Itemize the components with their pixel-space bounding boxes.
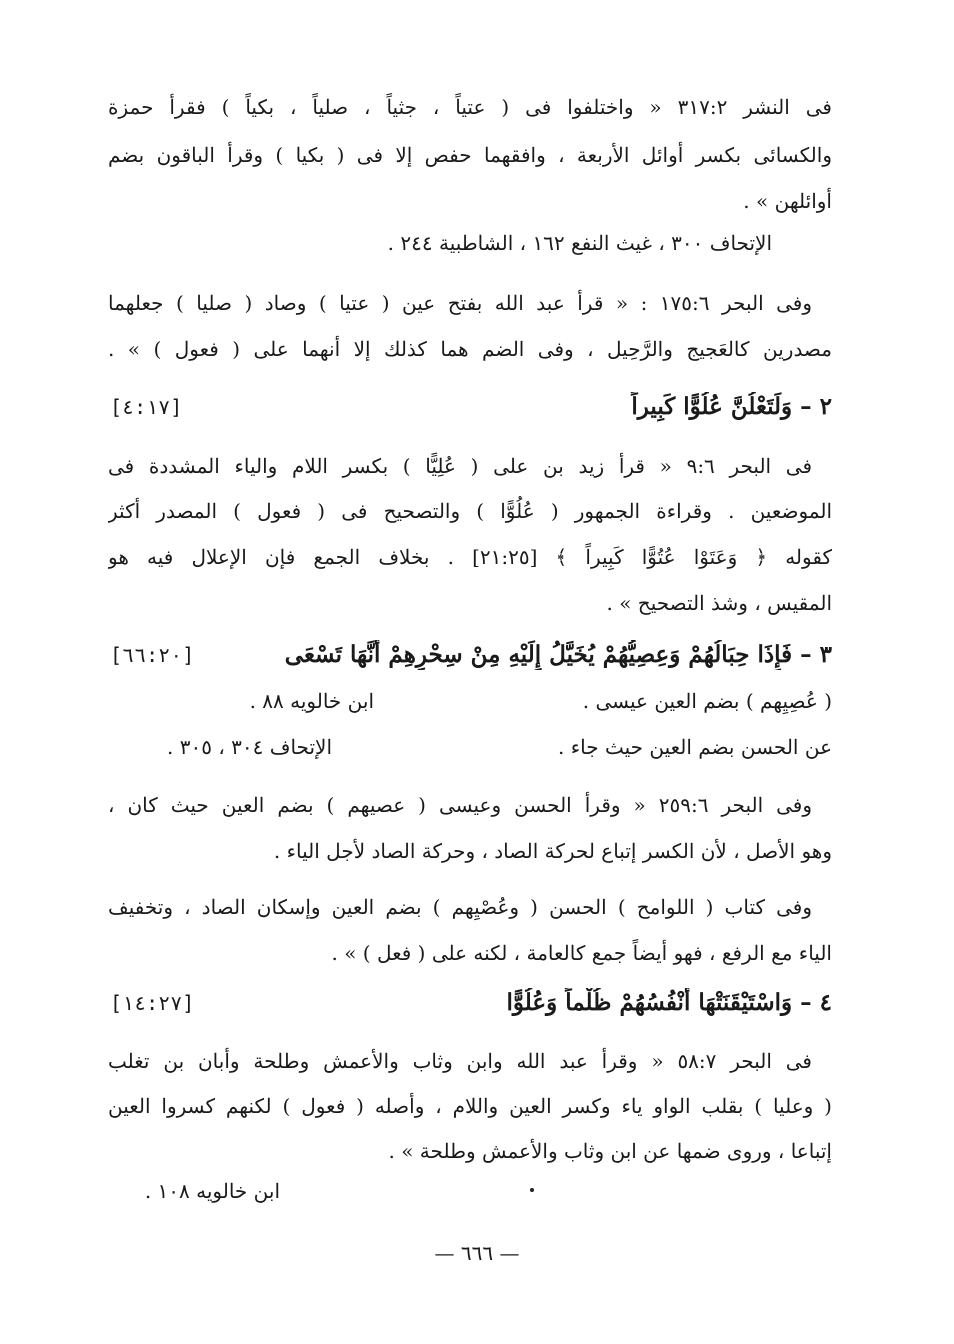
text-line: وفى كتاب ( اللوامح ) الحسن ( وعُصْيِهم ) بضم العين وإسكان الصاد ، وتخفيف [108,895,812,919]
footnote-right: ( عُصِيِهم ) بضم العين عيسى . [582,689,832,713]
text-line: إتباعا ، وروى ضمها عن ابن وثاب والأعمش وطلحة » . [388,1139,832,1163]
verse-reference: [٤:١٧] [110,395,183,419]
footnote-left: ابن خالويه ٨٨ . [249,689,374,713]
verse-line: ٤ – وَاسْتَيْقَنَتْهَا أَنْفُسُهُمْ ظُلْماً وَعُلُوًّا [506,989,832,1016]
text-line: أوائلهن » . [743,189,832,213]
footnote-right: عن الحسن بضم العين حيث جاء . [558,735,832,759]
text-line: مصدرين كالعَجيج والرَّحِيل ، وفى الضم هما كذلك إلا أنهما على ( فعول ) » . [108,337,832,361]
text-line: الموضعين . وقراءة الجمهور ( عُلُوًّا ) والتصحيح فى ( فعول ) المصدر أكثر [108,499,832,523]
text-line: الإتحاف ٣٠٠ ، غيث النفع ١٦٢ ، الشاطبية ٢٤٤ . [387,231,772,255]
text-line: الياء مع الرفع ، فهو أيضاً جمع كالعامة ، لكنه على ( فعل ) » . [331,941,832,965]
text-line: والكسائى بكسر أوائل الأربعة ، وافقهما حفص إلا فى ( بكيا ) وقرأ الباقون بضم [108,143,832,167]
text-line: فى النشر ٣١٧:٢ « واختلفوا فى ( عتياً ، جثياً ، صلياً ، بكياً ) فقرأ حمزة [108,95,832,119]
text-line: كقوله ﴿ وَعَتَوْا عُتُوًّا كَبِيراً ﴾ [٢١:٢٥] . بخلاف الجمع فإن الإعلال فيه هو [108,545,832,569]
verse-line: ٣ – فَإِذَا حِبَالُهُمْ وَعِصِيُّهُمْ يُخَيَّلُ إِلَيْهِ مِنْ سِحْرِهِمْ أَنَّهَا تَسْعَى [284,641,832,668]
verse-reference: [٦٦:٢٠] [110,643,195,667]
text-line: فى البحر ٩:٦ « قرأ زيد بن على ( عُلِيًّا ) بكسر اللام والياء المشددة فى [108,454,813,478]
text-line: وفى البحر ١٧٥:٦ : « قرأ عبد الله بفتح عين ( عتيا ) وصاد ( صليا ) جعلهما [108,291,812,315]
page-number: — ٦٦٦ — [434,1241,520,1265]
text-line: وهو الأصل ، لأن الكسر إتباع لحركة الصاد ، وحركة الصاد لأجل الياء . [273,839,832,863]
verse-reference: [١٤:٢٧] [110,991,195,1015]
footnote-left: الإتحاف ٣٠٤ ، ٣٠٥ . [167,735,332,759]
text-line: وفى البحر ٢٥٩:٦ « وقرأ الحسن وعيسى ( عصيهم ) بضم العين حيث كان ، [108,793,813,817]
text-line: المقيس ، وشذ التصحيح » . [606,591,832,615]
stray-dot [530,1188,534,1192]
footnote-left: ابن خالويه ١٠٨ . [144,1179,280,1203]
text-line: ( وعليا ) بقلب الواو ياء وكسر العين واللام ، وأصله ( فعول ) لكنهم كسروا العين [108,1094,832,1118]
text-line: فى البحر ٥٨:٧ « وقرأ عبد الله وابن وثاب والأعمش وطلحة وأبان بن تغلب [108,1049,812,1073]
verse-line: ٢ – وَلَتَعْلُنَّ عُلُوًّا كَبِيراً [631,393,832,420]
